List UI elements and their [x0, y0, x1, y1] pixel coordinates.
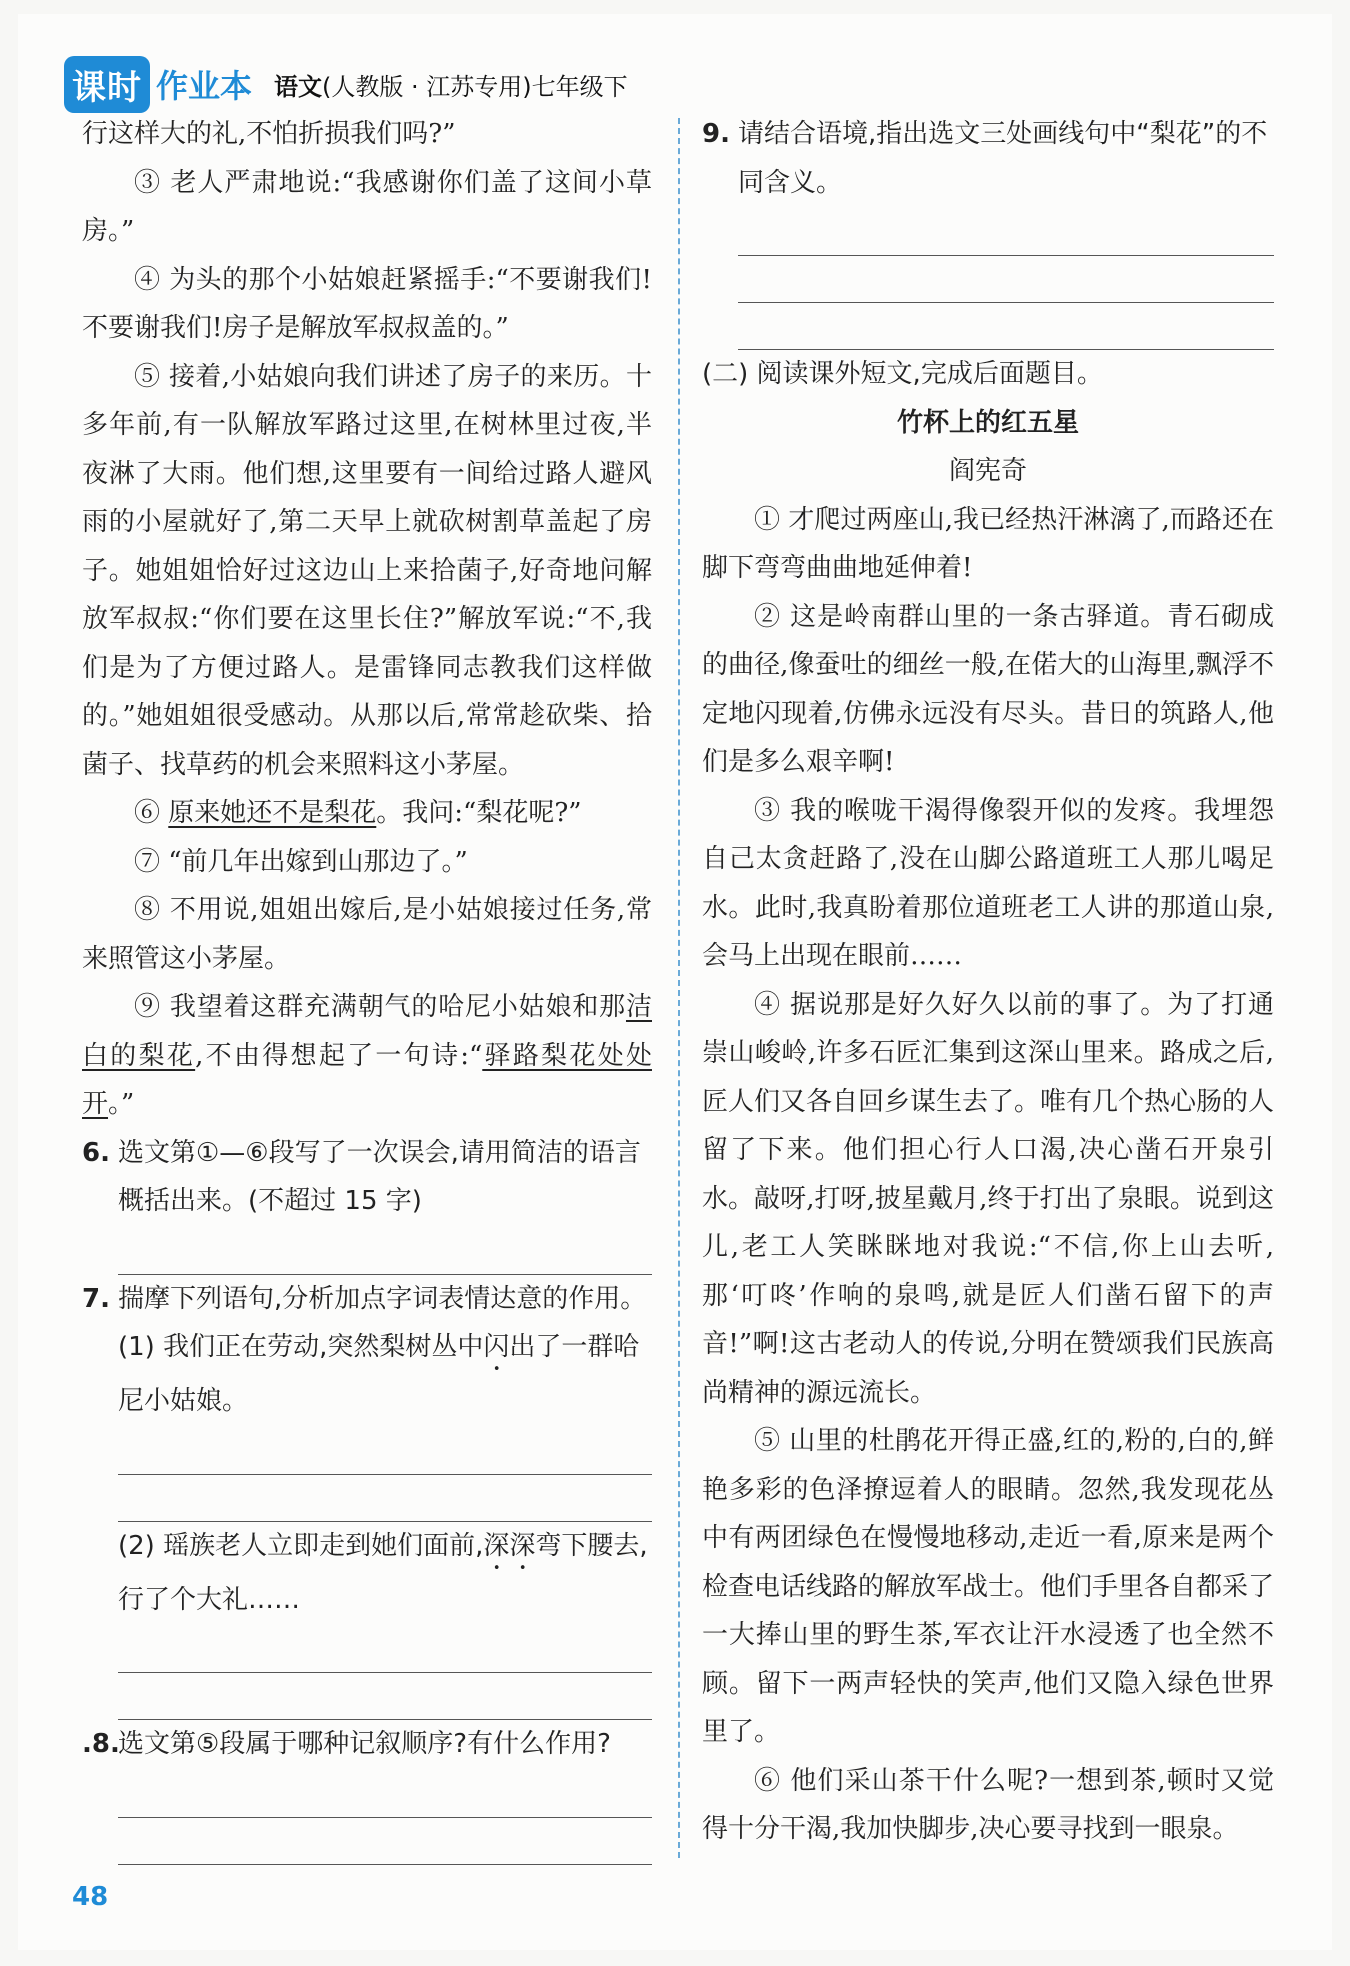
header	[64, 58, 628, 110]
question-6	[82, 1129, 652, 1226]
dotted-word: 闪	[483, 1332, 510, 1362]
paragraph-6	[82, 789, 652, 838]
subject: 语文	[274, 72, 323, 101]
article-paragraph-6: ⑥ 他们采山茶干什么呢?一想到茶,顿时又觉得十分干渴,我加快脚步,决心要寻找到一眼泉。	[702, 1765, 1274, 1844]
logo-text: 作业本	[156, 67, 253, 105]
page-number: 48	[72, 1882, 109, 1912]
q7-1-a: (1) 我们正在劳动,突然梨树丛中	[118, 1332, 484, 1362]
right-column	[702, 110, 1274, 1854]
q9-text: 请结合语境,指出选文三处画线句中“梨花”的不同含义。	[738, 119, 1268, 198]
section-heading: (二) 阅读课外短文,完成后面题目。	[702, 359, 1103, 389]
p6-num: ⑥	[134, 798, 169, 828]
paragraph-7: ⑦ “前几年出嫁到山那边了。”	[134, 846, 468, 877]
answer-line[interactable]	[118, 1769, 652, 1818]
edition: (人教版 · 江苏专用)七年级下	[322, 72, 628, 101]
p9-a: ⑨ 我望着这群充满朝气的哈尼小姑娘和那	[134, 992, 626, 1022]
q7-2-b: 弯下腰去,行了个大礼……	[118, 1530, 648, 1615]
book-info	[274, 67, 628, 102]
underlined-sentence-3: 驿路梨花处处开	[82, 1040, 652, 1119]
question-7	[82, 1275, 652, 1324]
answer-line[interactable]	[738, 303, 1274, 350]
q7-number: 7.	[82, 1283, 110, 1314]
paragraph-continuation: 行这样大的礼,不怕折损我们吗?”	[82, 119, 456, 149]
left-column	[82, 110, 652, 1865]
paragraph-8: ⑧ 不用说,姐姐出嫁后,是小姑娘接过任务,常来照管这小茅屋。	[82, 895, 652, 974]
logo-box: 课时	[64, 56, 150, 113]
article-title: 竹杯上的红五星	[896, 407, 1079, 438]
question-8	[82, 1720, 652, 1769]
answer-line[interactable]	[118, 1673, 652, 1720]
q7-1-b: 出了一群哈尼小姑娘。	[118, 1332, 640, 1416]
q7-text: 揣摩下列语句,分析加点字词表情达意的作用。	[118, 1283, 647, 1314]
answer-line[interactable]	[738, 207, 1274, 256]
q8-text: 选文第⑤段属于哪种记叙顺序?有什么作用?	[118, 1729, 611, 1759]
answer-line[interactable]	[118, 1426, 652, 1475]
underlined-sentence-2: 洁白的梨花	[82, 992, 652, 1071]
q8-number: .8.	[82, 1729, 120, 1759]
article-author: 阎宪奇	[948, 456, 1027, 486]
underlined-sentence-1: 原来她还不是梨花	[168, 798, 377, 828]
paragraph-9	[82, 983, 652, 1129]
paragraph-4: ④ 为头的那个小姑娘赶紧摇手:“不要谢我们!不要谢我们!房子是解放军叔叔盖的。”	[82, 264, 652, 343]
answer-line[interactable]	[118, 1818, 652, 1865]
answer-line[interactable]	[738, 256, 1274, 303]
paragraph-3: ③ 老人严肃地说:“我感谢你们盖了这间小草房。”	[82, 167, 652, 246]
question-7-2	[82, 1522, 652, 1625]
column-divider	[678, 118, 680, 1858]
p6-rest: 。我问:“梨花呢?”	[376, 798, 582, 828]
paragraph-5: ⑤ 接着,小姑娘向我们讲述了房子的来历。十多年前,有一队解放军路过这里,在树林里过夜,半夜淋了大雨。他们想,这里要有一间给过路人避风雨的小屋就好了,第二天早上就砍树割草盖起了房子。她姐姐恰好过这边山上来拾菌子,好奇地问解放军叔叔:“你们要在这里长住?”解放军说:“不,我们是为了方便过路人。是雷锋同志教我们这样做的。”她姐姐很受感动。从那以后,常常趁砍柴、拾菌子、找草药的机会来照料这小茅屋。	[82, 361, 652, 780]
article-paragraph-1: ① 才爬过两座山,我已经热汗淋漓了,而路还在脚下弯弯曲曲地延伸着!	[702, 504, 1274, 583]
article-paragraph-5: ⑤ 山里的杜鹃花开得正盛,红的,粉的,白的,鲜艳多彩的色泽撩逗着人的眼睛。忽然,我发现花丛中有两团绿色在慢慢地移动,走近一看,原来是两个检查电话线路的解放军战士。他们手里各自都采了一大捧山里的野生茶,军衣让汗水浸透了也全然不顾。留下一两声轻快的笑声,他们又隐入绿色世界里了。	[702, 1426, 1275, 1747]
article-paragraph-4: ④ 据说那是好久好久以前的事了。为了打通崇山峻岭,许多石匠汇集到这深山里来。路成之后,匠人们又各自回乡谋生去了。唯有几个热心肠的人留了下来。他们担心行人口渴,决心凿石开泉引水。敲呀,打呀,披星戴月,终于打出了泉眼。说到这儿,老工人笑眯眯地对我说:“不信,你上山去听,那‘叮咚’作响的泉鸣,就是匠人们凿石留下的声音!”啊!这古老动人的传说,分明在赞颂我们民族高尚精神的源远流长。	[702, 989, 1275, 1408]
p9-c: 。”	[108, 1089, 135, 1119]
article-paragraph-2: ② 这是岭南群山里的一条古驿道。青石砌成的曲径,像蚕吐的细丝一般,在偌大的山海里,飘浮不定地闪现着,仿佛永远没有尽头。昔日的筑路人,他们是多么艰辛啊!	[702, 601, 1274, 777]
q6-number: 6.	[82, 1137, 110, 1168]
question-7-1	[82, 1323, 652, 1426]
q7-2-a: (2) 瑶族老人立即走到她们面前,	[118, 1530, 484, 1561]
answer-line[interactable]	[118, 1475, 652, 1522]
article-paragraph-3: ③ 我的喉咙干渴得像裂开似的发疼。我埋怨自己太贪赶路了,没在山脚公路道班工人那儿喝足水。此时,我真盼着那位道班老工人讲的那道山泉,会马上出现在眼前……	[702, 795, 1274, 971]
q9-number: 9.	[702, 119, 730, 149]
p9-b: ,不由得想起了一句诗:“	[195, 1040, 483, 1071]
question-9	[702, 110, 1274, 207]
answer-line[interactable]	[118, 1624, 652, 1673]
answer-line[interactable]	[118, 1226, 652, 1275]
dotted-word: 深深	[483, 1530, 536, 1561]
q6-text: 选文第①—⑥段写了一次误会,请用简洁的语言概括出来。(不超过 15 字)	[118, 1137, 641, 1216]
